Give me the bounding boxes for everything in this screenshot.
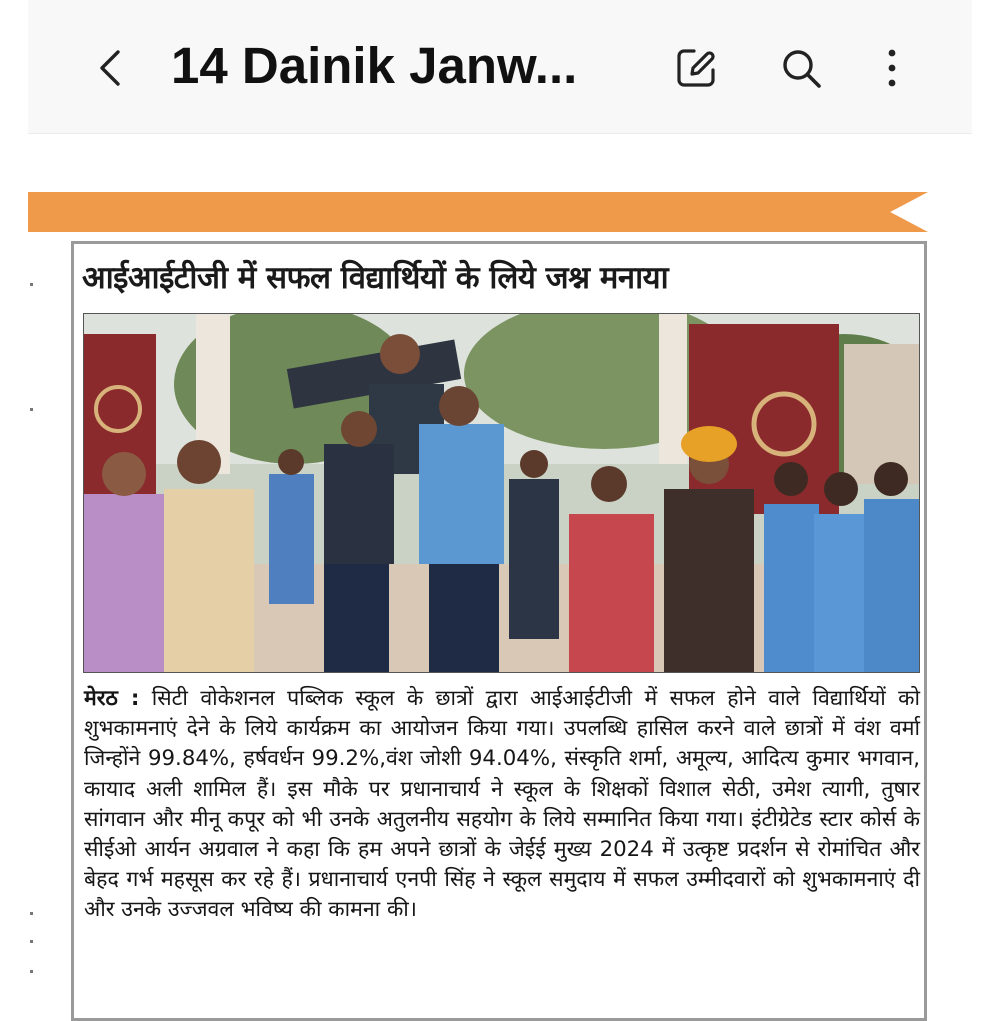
chevron-left-icon [88, 44, 136, 92]
more-vertical-icon [868, 44, 916, 92]
celebration-photo [84, 314, 919, 672]
page-title: 14 Dainik Janw... [171, 37, 578, 94]
search-button[interactable] [777, 44, 825, 92]
margin-mark [30, 283, 33, 286]
back-button[interactable] [88, 44, 136, 92]
section-ribbon [28, 192, 928, 232]
news-body [84, 684, 920, 926]
news-photo[interactable] [83, 313, 920, 673]
app-bar [28, 0, 972, 134]
news-headline: आईआईटीजी में सफल विद्यार्थियों के लिये जश्न मनाया [82, 260, 669, 296]
news-dateline: मेरठ : [84, 686, 140, 711]
margin-mark [30, 408, 33, 411]
news-clipping [71, 241, 927, 1021]
edit-button[interactable] [672, 44, 720, 92]
news-body-text: सिटी वोकेशनल पब्लिक स्कूल के छात्रों द्वारा आईआईटीजी में सफल होने वाले विद्यार्थियों को शुभकामनाएं देने के लिये कार्यक्रम का आयोजन किया गया। उपलब्धि हासिल करने वाले छात्रों में वंश वर्मा जिन्होंने 99.84%, हर्षवर्धन 99.2%,वंश जोशी 94.04%, संस्कृति शर्मा, अमूल्य, आदित्य कुमार भगवान, कायाद अली शामिल हैं। इस मौके पर प्रधानाचार्य ने स्कूल के शिक्षकों विशाल सेठी, उमेश त्यागी, तुषार सांगवान और मीनू कपूर को भी उनके अतुलनीय सहयोग के लिये सम्मानित किया गया। इंटीग्रेटेड स्टार कोर्स के सीईओ आर्यन अग्रवाल ने कहा कि हम अपने छात्रों के जेईई मुख्य 2024 में उत्कृष्ट प्रदर्शन से रोमांचित और बेहद गर्भ महसूस कर रहे हैं। प्रधानाचार्य एनपी सिंह ने स्कूल समुदाय में सफल उम्मीदवारों को शुभकामनाएं दी और उनके उज्जवल भविष्य की कामना की। [84, 686, 920, 923]
search-icon [777, 44, 825, 92]
more-options-button[interactable] [868, 44, 916, 92]
margin-mark [30, 970, 33, 973]
margin-mark [30, 912, 33, 915]
edit-icon [672, 44, 720, 92]
margin-mark [30, 940, 33, 943]
